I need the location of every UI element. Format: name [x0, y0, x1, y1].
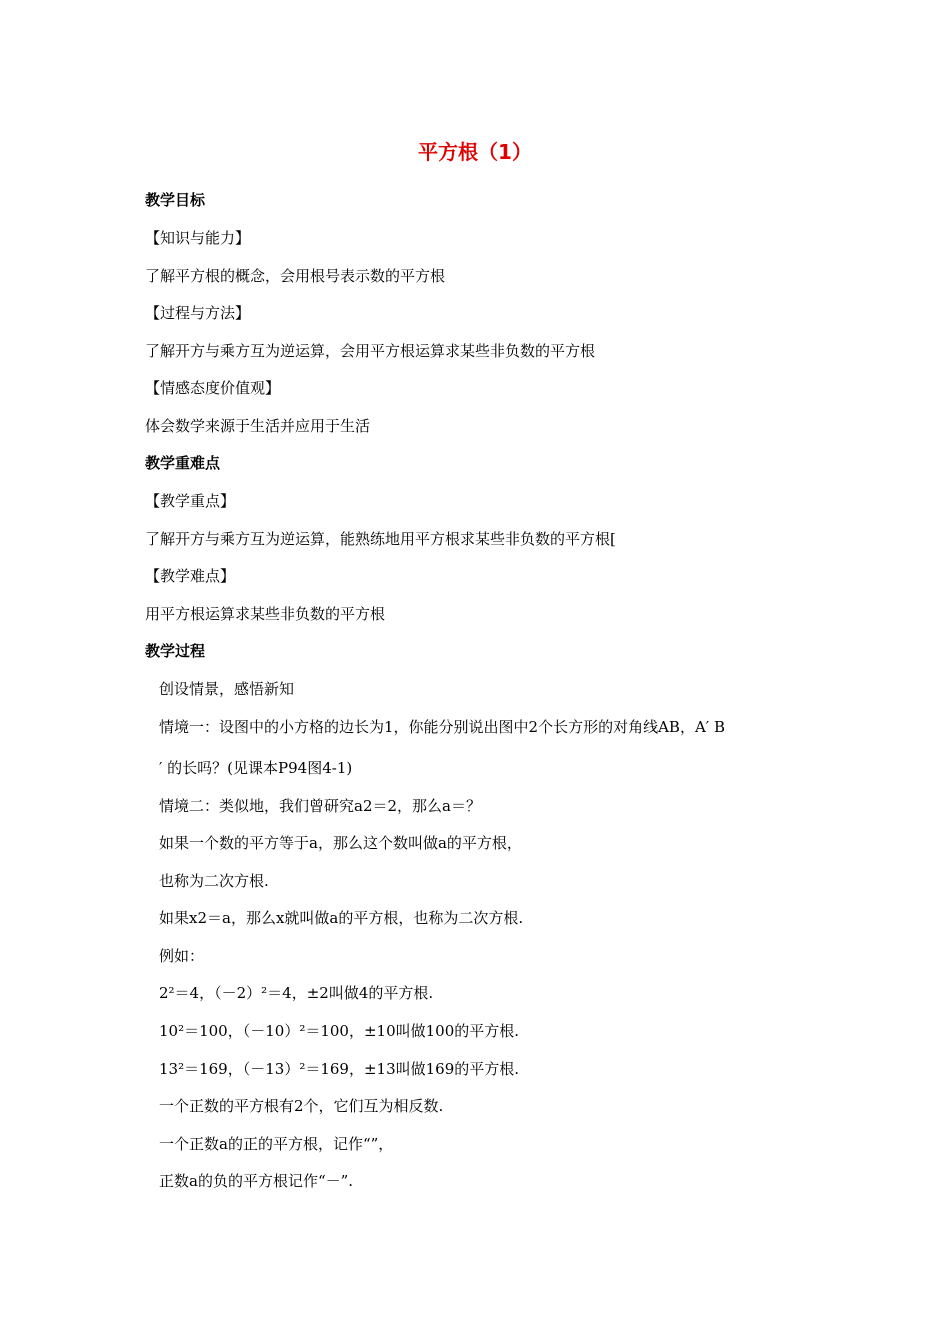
section-heading-process: 教学过程: [145, 642, 206, 660]
text-line: 了解平方根的概念，会用根号表示数的平方根: [145, 267, 446, 285]
document-title: 平方根（1）: [418, 140, 532, 164]
text-line: 13²＝169，（－13）²＝169，±13叫做169的平方根.: [159, 1060, 520, 1078]
text-line: 一个正数a的正的平方根，记作“”，: [159, 1135, 394, 1153]
section-heading-key-points: 教学重难点: [145, 454, 221, 472]
text-line: 了解开方与乘方互为逆运算，会用平方根运算求某些非负数的平方根: [145, 342, 596, 360]
text-line: 情境一：设图中的小方格的边长为1，你能分别说出图中2个长方形的对角线AB，A′ B: [159, 718, 725, 736]
text-line: ′ 的长吗？(见课本P94图4-1): [159, 759, 353, 777]
text-line: 了解开方与乘方互为逆运算，能熟练地用平方根求某些非负数的平方根[: [145, 530, 616, 548]
text-line: 体会数学来源于生活并应用于生活: [145, 417, 371, 435]
subheading-process: 【过程与方法】: [145, 304, 251, 322]
text-line: 如果一个数的平方等于a，那么这个数叫做a的平方根，: [159, 834, 522, 852]
subheading-focus: 【教学重点】: [145, 492, 236, 510]
text-line: 也称为二次方根.: [159, 872, 269, 890]
subheading-attitude: 【情感态度价值观】: [145, 379, 281, 397]
text-line: 例如：: [159, 947, 205, 965]
text-line: 创设情景，感悟新知: [159, 680, 295, 698]
text-line: 2²＝4，（－2）²＝4，±2叫做4的平方根.: [159, 984, 434, 1002]
section-heading-objectives: 教学目标: [145, 191, 206, 209]
text-line: 情境二：类似地，我们曾研究a2＝2，那么a＝？: [159, 797, 481, 815]
text-line: 如果x2＝a，那么x就叫做a的平方根，也称为二次方根.: [159, 909, 524, 927]
subheading-knowledge: 【知识与能力】: [145, 229, 251, 247]
text-line: 10²＝100，（－10）²＝100，±10叫做100的平方根.: [159, 1022, 520, 1040]
text-line: 一个正数的平方根有2个，它们互为相反数.: [159, 1097, 444, 1115]
text-line: 正数a的负的平方根记作“－”.: [159, 1172, 354, 1190]
text-line: 用平方根运算求某些非负数的平方根: [145, 605, 386, 623]
subheading-difficulty: 【教学难点】: [145, 567, 236, 585]
